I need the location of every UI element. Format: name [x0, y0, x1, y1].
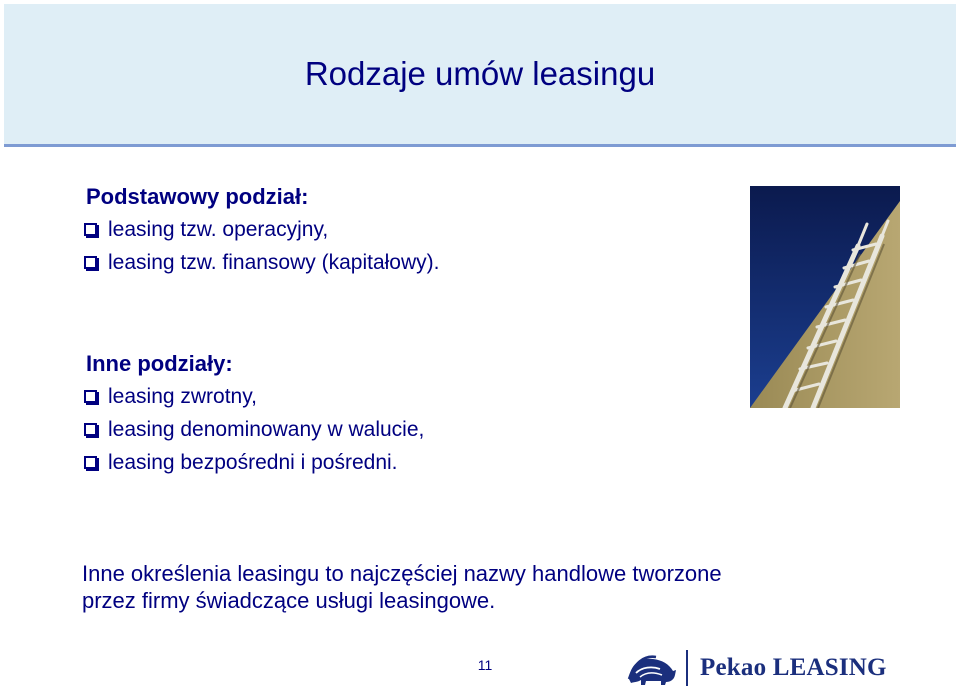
- bison-icon: [626, 649, 678, 687]
- list-item: [84, 413, 424, 446]
- square-outline-icon: [84, 456, 97, 469]
- logo-divider: [686, 650, 688, 686]
- square-outline-icon: [84, 423, 97, 436]
- note-line-1: Inne określenia leasingu to najczęściej nazwy handlowe tworzone: [82, 561, 722, 586]
- list-item: [84, 246, 439, 279]
- leasing-terms-note: [82, 560, 902, 614]
- square-outline-icon: [84, 223, 97, 236]
- list-item-text: leasing zwrotny,: [108, 384, 258, 408]
- list-item-text: leasing tzw. operacyjny,: [108, 217, 329, 241]
- note-line-2: przez firmy świadczące usługi leasingowe.: [82, 588, 496, 613]
- list-item: [84, 213, 439, 246]
- slide-title: Rodzaje umów leasingu: [304, 55, 656, 92]
- list-item: [84, 446, 424, 479]
- square-outline-icon: [84, 390, 97, 403]
- title-band: [4, 4, 956, 147]
- bullet-list-other: [84, 380, 424, 479]
- ladder-photo: [750, 186, 900, 408]
- list-item-text: leasing bezpośredni i pośredni.: [108, 450, 398, 474]
- square-outline-icon: [84, 256, 97, 269]
- pekao-leasing-logo: [626, 648, 887, 688]
- section-heading-other: Inne podziały:: [86, 351, 233, 376]
- list-item-text: leasing tzw. finansowy (kapitałowy).: [108, 250, 440, 274]
- list-item-text: leasing denominowany w walucie,: [108, 417, 425, 441]
- bullet-list-basic: [84, 213, 439, 279]
- logo-text: Pekao LEASING: [700, 654, 887, 681]
- list-item: [84, 380, 424, 413]
- page-number: 11: [477, 657, 493, 673]
- section-heading-basic: Podstawowy podział:: [86, 184, 309, 209]
